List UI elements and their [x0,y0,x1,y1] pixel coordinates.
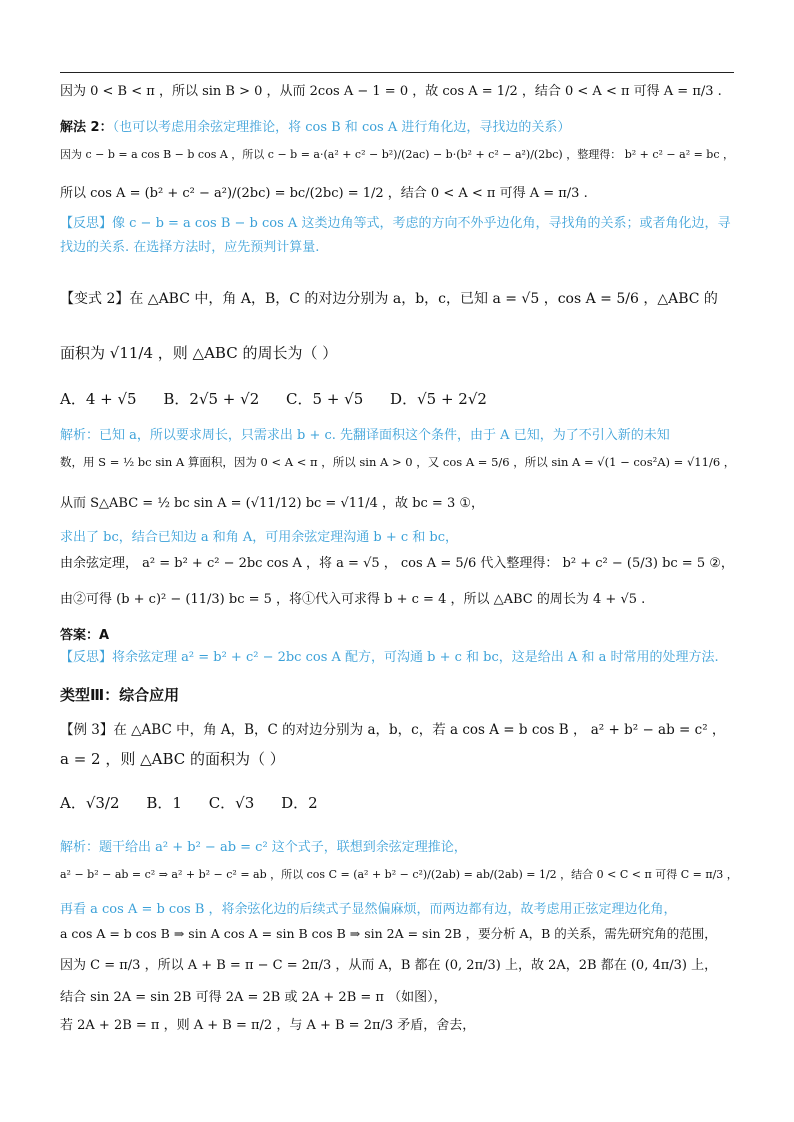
header-rule [60,72,734,73]
example3-question-2: a = 2 ，则 △ABC 的面积为（ ） [60,750,285,768]
variant2-answer: 答案：A [60,628,110,643]
variant2-question-1: 【变式 2】在 △ABC 中，角 A，B，C 的对边分别为 a，b，c，已知 a = √5 ，cos A = 5/6 ，△ABC 的 [60,291,718,307]
option-d: D．2 [281,794,318,812]
option-a: A．4 + √5 [60,390,137,408]
variant2-question-2: 面积为 √11/4 ，则 △ABC 的周长为（ ） [60,344,338,362]
example3-analysis-3: 再看 a cos A = b cos B ，将余弦化边的后续式子显然偏麻烦，而两边都有边，故考虑用正弦定理边化角， [60,902,677,917]
variant2-reflection: 【反思】将余弦定理 a² = b² + c² − 2bc cos A 配方，可沟通 b + c 和 bc，这是给出 A 和 a 时常用的处理方法. [60,650,719,665]
solution2-note: （也可以考虑用余弦定理推论，将 cos B 和 cos A 进行角化边，寻找边的关系） [112,120,571,135]
variant2-analysis-1: 解析：已知 a，所以要求周长，只需求出 b + c. 先翻译面积这个条件，由于 A 已知，为了不引入新的未知 [60,428,670,443]
variant2-analysis-4: 求出了 bc，结合已知边 a 和角 A，可用余弦定理沟通 b + c 和 bc， [60,530,459,545]
variant2-options [60,388,509,409]
example3-question-1: 【例 3】在 △ABC 中，角 A，B，C 的对边分别为 a，b，c，若 a cos A = b cos B ， a² + b² − ab = c² ， [60,722,726,738]
type3-heading: 类型Ⅲ：综合应用 [60,686,180,704]
example3-analysis-1: 解析：题干给出 a² + b² − ab = c² 这个式子，联想到余弦定理推论， [60,840,467,855]
example3-analysis-7: 若 2A + 2B = π ，则 A + B = π/2 ，与 A + B = 2π/3 矛盾，舍去， [60,1018,476,1033]
option-c: C．5 + √5 [286,390,364,408]
option-c: C．√3 [208,794,255,812]
solution2-heading [60,116,570,135]
solution2-reflection-1: 【反思】像 c − b = a cos B − b cos A 这类边角等式，考虑的方向不外乎边化角，寻找角的关系；或者角化边，寻 [60,216,731,231]
solution2-line1: 因为 c − b = a cos B − b cos A ，所以 c − b = a·(a² + c² − b²)/(2ac) − b·(b² + c² − a²)/(2bc) ，整理得： b² + c² − a² = bc ， [60,148,735,161]
example3-analysis-5: 因为 C = π/3 ，所以 A + B = π − C = 2π/3 ，从而 A，B 都在 (0, 2π/3) 上，故 2A，2B 都在 (0, 4π/3) 上， [60,958,718,973]
option-d: D．√5 + 2√2 [390,390,487,408]
option-b: B．2√5 + √2 [163,390,260,408]
variant2-analysis-6: 由②可得 (b + c)² − (11/3) bc = 5 ，将①代入可求得 b + c = 4 ，所以 △ABC 的周长为 4 + √5 . [60,592,646,607]
example3-analysis-2: a² − b² − ab = c² ⇒ a² + b² − c² = ab ，所以 cos C = (a² + b² − c²)/(2ab) = ab/(2ab) = 1/2 ，结合 0 < C < π 可得 C = π/3 ， [60,868,738,881]
solution2-title: 解法 2： [60,120,113,135]
example3-options [60,792,340,813]
solution2-reflection-2: 找边的关系. 在选择方法时，应先预判计算量. [60,240,320,255]
variant2-analysis-5: 由余弦定理， a² = b² + c² − 2bc cos A ，将 a = √5 ， cos A = 5/6 代入整理得： b² + c² − (5/3) bc = 5 ②， [60,556,734,571]
variant2-analysis-2: 数，用 S = ½ bc sin A 算面积，因为 0 < A < π ，所以 sin A > 0 ，又 cos A = 5/6 ，所以 sin A = √(1 − cos²A) = √11/6 ， [60,455,736,469]
solution1-conclusion: 因为 0 < B < π ，所以 sin B > 0 ，从而 2cos A − 1 = 0 ，故 cos A = 1/2 ，结合 0 < A < π 可得 A = π/3 . [60,84,722,99]
example3-analysis-4: a cos A = b cos B ⇒ sin A cos A = sin B cos B ⇒ sin 2A = sin 2B ，要分析 A，B 的关系，需先研究角的范围， [60,926,717,941]
variant2-analysis-3: 从而 S△ABC = ½ bc sin A = (√11/12) bc = √11/4 ，故 bc = 3 ①， [60,496,485,511]
option-a: A．√3/2 [60,794,120,812]
solution2-line2: 所以 cos A = (b² + c² − a²)/(2bc) = bc/(2bc) = 1/2 ，结合 0 < A < π 可得 A = π/3 . [60,186,588,201]
option-b: B．1 [146,794,182,812]
example3-analysis-6: 结合 sin 2A = sin 2B 可得 2A = 2B 或 2A + 2B = π （如图）， [60,990,447,1005]
